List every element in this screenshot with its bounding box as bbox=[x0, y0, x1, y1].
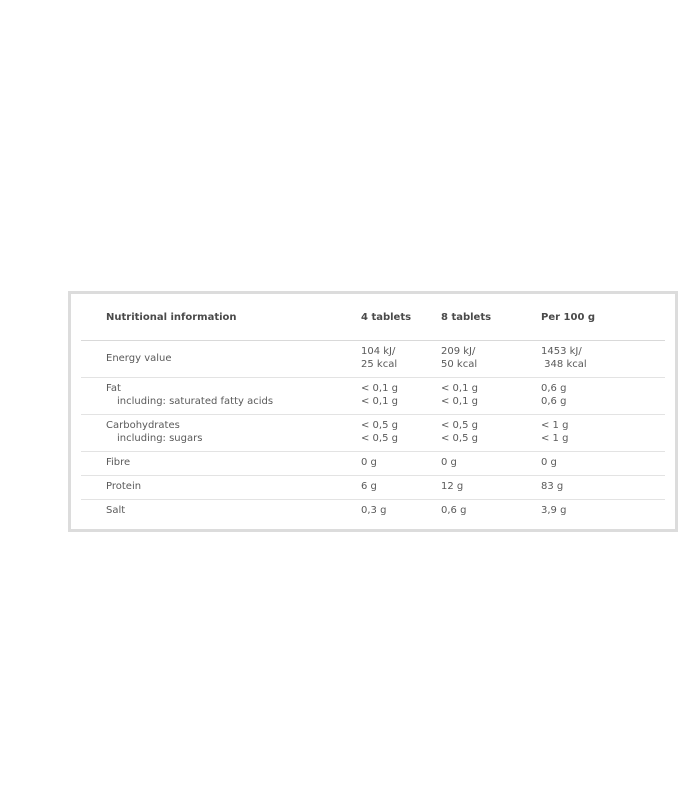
protein-per-100g: 83 g bbox=[541, 481, 564, 492]
carbohydrates-4-tablets-total: < 0,5 g bbox=[361, 420, 398, 431]
energy-8-tablets bbox=[441, 345, 477, 371]
energy-8-tablets-kj: 209 kJ/ bbox=[441, 346, 476, 357]
fat-8-tablets bbox=[441, 382, 478, 408]
row-label-fibre: Fibre bbox=[106, 457, 131, 468]
nutrition-table-panel bbox=[68, 291, 678, 532]
carbohydrates-per-100g-total: < 1 g bbox=[541, 420, 569, 431]
fibre-8-tablets: 0 g bbox=[441, 457, 457, 468]
row-label-protein: Protein bbox=[106, 481, 142, 492]
sugars-label: including: sugars bbox=[117, 433, 203, 444]
header-nutritional-information: Nutritional information bbox=[106, 312, 237, 323]
salt-4-tablets: 0,3 g bbox=[361, 505, 387, 516]
header-8-tablets: 8 tablets bbox=[441, 312, 492, 323]
energy-4-tablets-kj: 104 kJ/ bbox=[361, 346, 396, 357]
energy-4-tablets-kcal: 25 kcal bbox=[361, 359, 398, 370]
row-label-carbohydrates bbox=[106, 419, 202, 445]
salt-8-tablets: 0,6 g bbox=[441, 505, 467, 516]
energy-4-tablets bbox=[361, 345, 397, 371]
fat-per-100g-saturated: 0,6 g bbox=[541, 396, 567, 407]
table-row-fat bbox=[81, 378, 665, 415]
fibre-per-100g: 0 g bbox=[541, 457, 557, 468]
fat-4-tablets-total: < 0,1 g bbox=[361, 383, 398, 394]
fat-per-100g-total: 0,6 g bbox=[541, 383, 567, 394]
protein-8-tablets: 12 g bbox=[441, 481, 464, 492]
fat-label: Fat bbox=[106, 383, 121, 394]
row-label-fat bbox=[106, 382, 273, 408]
carbohydrates-4-tablets bbox=[361, 419, 398, 445]
table-row-fibre bbox=[81, 452, 665, 476]
energy-per-100g-kcal: 348 kcal bbox=[541, 359, 587, 370]
table-row-carbohydrates bbox=[81, 415, 665, 452]
carbohydrates-8-tablets-sugars: < 0,5 g bbox=[441, 433, 478, 444]
carbohydrates-8-tablets bbox=[441, 419, 478, 445]
table-row-energy bbox=[81, 341, 665, 378]
carbohydrates-per-100g bbox=[541, 419, 568, 445]
fat-8-tablets-saturated: < 0,1 g bbox=[441, 396, 478, 407]
carbohydrates-label: Carbohydrates bbox=[106, 420, 180, 431]
carbohydrates-per-100g-sugars: < 1 g bbox=[541, 433, 569, 444]
saturated-fatty-acids-label: including: saturated fatty acids bbox=[117, 396, 274, 407]
fat-4-tablets bbox=[361, 382, 398, 408]
header-4-tablets: 4 tablets bbox=[361, 312, 412, 323]
header-per-100g: Per 100 g bbox=[541, 312, 596, 323]
fat-4-tablets-saturated: < 0,1 g bbox=[361, 396, 398, 407]
table-row-salt bbox=[81, 500, 665, 523]
fat-8-tablets-total: < 0,1 g bbox=[441, 383, 478, 394]
protein-4-tablets: 6 g bbox=[361, 481, 377, 492]
row-label-salt: Salt bbox=[106, 505, 126, 516]
fibre-4-tablets: 0 g bbox=[361, 457, 377, 468]
energy-8-tablets-kcal: 50 kcal bbox=[441, 359, 478, 370]
energy-per-100g bbox=[541, 345, 587, 371]
fat-per-100g bbox=[541, 382, 566, 408]
carbohydrates-4-tablets-sugars: < 0,5 g bbox=[361, 433, 398, 444]
energy-per-100g-kj: 1453 kJ/ bbox=[541, 346, 582, 357]
carbohydrates-8-tablets-total: < 0,5 g bbox=[441, 420, 478, 431]
nutrition-table bbox=[81, 294, 665, 523]
row-label-energy: Energy value bbox=[106, 353, 172, 364]
table-row-protein bbox=[81, 476, 665, 500]
table-header-row bbox=[81, 294, 665, 341]
salt-per-100g: 3,9 g bbox=[541, 505, 567, 516]
